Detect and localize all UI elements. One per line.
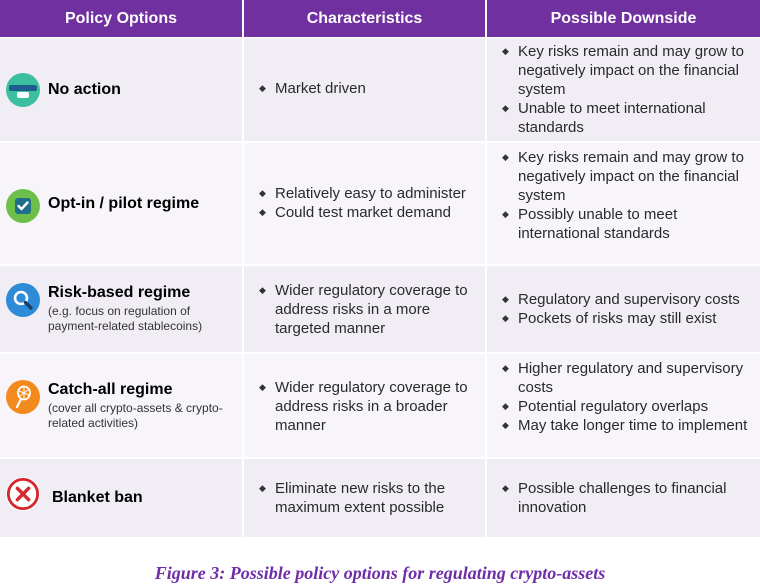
policy-option-title: Blanket ban — [52, 489, 143, 506]
downside-item: ◆ Possible challenges to financial innovation — [501, 479, 752, 517]
downside-item: ◆ Higher regulatory and supervisory costs — [501, 359, 752, 397]
downside-cell — [487, 143, 760, 264]
policy-option-cell — [0, 143, 243, 264]
table-row-no-action — [0, 38, 760, 141]
header-characteristics: Characteristics — [244, 0, 485, 37]
placeholder-bar-icon — [6, 73, 40, 107]
policy-option-subtitle: (cover all crypto-assets & crypto-related activities) — [48, 401, 223, 430]
downside-item: ◆ Regulatory and supervisory costs — [501, 290, 752, 309]
characteristic-item: ◆ Relatively easy to administer — [258, 184, 477, 203]
checkbox-icon — [6, 189, 40, 223]
downside-cell — [487, 459, 760, 537]
characteristic-item: ◆ Market driven — [258, 79, 477, 98]
ban-icon — [6, 477, 40, 511]
characteristics-cell — [244, 459, 486, 537]
characteristics-cell — [244, 354, 486, 457]
downside-cell — [487, 354, 760, 457]
characteristic-item: ◆ Wider regulatory coverage to address risks in a broader manner — [258, 378, 477, 435]
downside-item: ◆ Potential regulatory overlaps — [501, 397, 752, 416]
magnifier-icon — [6, 283, 40, 317]
characteristic-item: ◆ Wider regulatory coverage to address risks in a more targeted manner — [258, 281, 477, 338]
characteristics-cell — [244, 266, 486, 352]
characteristics-cell — [244, 143, 486, 264]
policy-option-subtitle: (e.g. focus on regulation of payment-related stablecoins) — [48, 304, 203, 333]
policy-option-cell — [0, 266, 243, 352]
downside-item: ◆ Unable to meet international standards — [501, 99, 752, 137]
header-possible-downside: Possible Downside — [487, 0, 760, 37]
downside-cell — [487, 38, 760, 141]
figure-caption: Figure 3: Possible policy options for regulating crypto-assets — [154, 563, 606, 583]
table-row-opt-in — [0, 143, 760, 264]
header-policy-options: Policy Options — [0, 0, 242, 37]
downside-item: ◆ Possibly unable to meet international standards — [501, 205, 752, 243]
table-row-risk-based — [0, 266, 760, 352]
policy-option-cell — [0, 38, 243, 141]
policy-option-cell — [0, 354, 243, 457]
policy-option-title: No action — [48, 81, 121, 98]
characteristic-item: ◆ Could test market demand — [258, 203, 477, 222]
downside-item: ◆ Pockets of risks may still exist — [501, 309, 752, 328]
downside-cell — [487, 266, 760, 352]
policy-option-title: Risk-based regime — [48, 284, 191, 301]
policy-option-title: Opt-in / pilot regime — [48, 195, 200, 212]
downside-item: ◆ May take longer time to implement — [501, 416, 752, 435]
table-row-blanket-ban — [0, 459, 760, 537]
table-row-catch-all — [0, 354, 760, 457]
characteristic-item: ◆ Eliminate new risks to the maximum extent possible — [258, 479, 477, 517]
downside-item: ◆ Key risks remain and may grow to negatively impact on the financial system — [501, 42, 752, 99]
policy-option-title: Catch-all regime — [48, 381, 173, 398]
downside-item: ◆ Key risks remain and may grow to negatively impact on the financial system — [501, 148, 752, 205]
net-icon — [6, 380, 40, 414]
policy-option-cell — [0, 459, 243, 537]
characteristics-cell — [244, 38, 486, 141]
